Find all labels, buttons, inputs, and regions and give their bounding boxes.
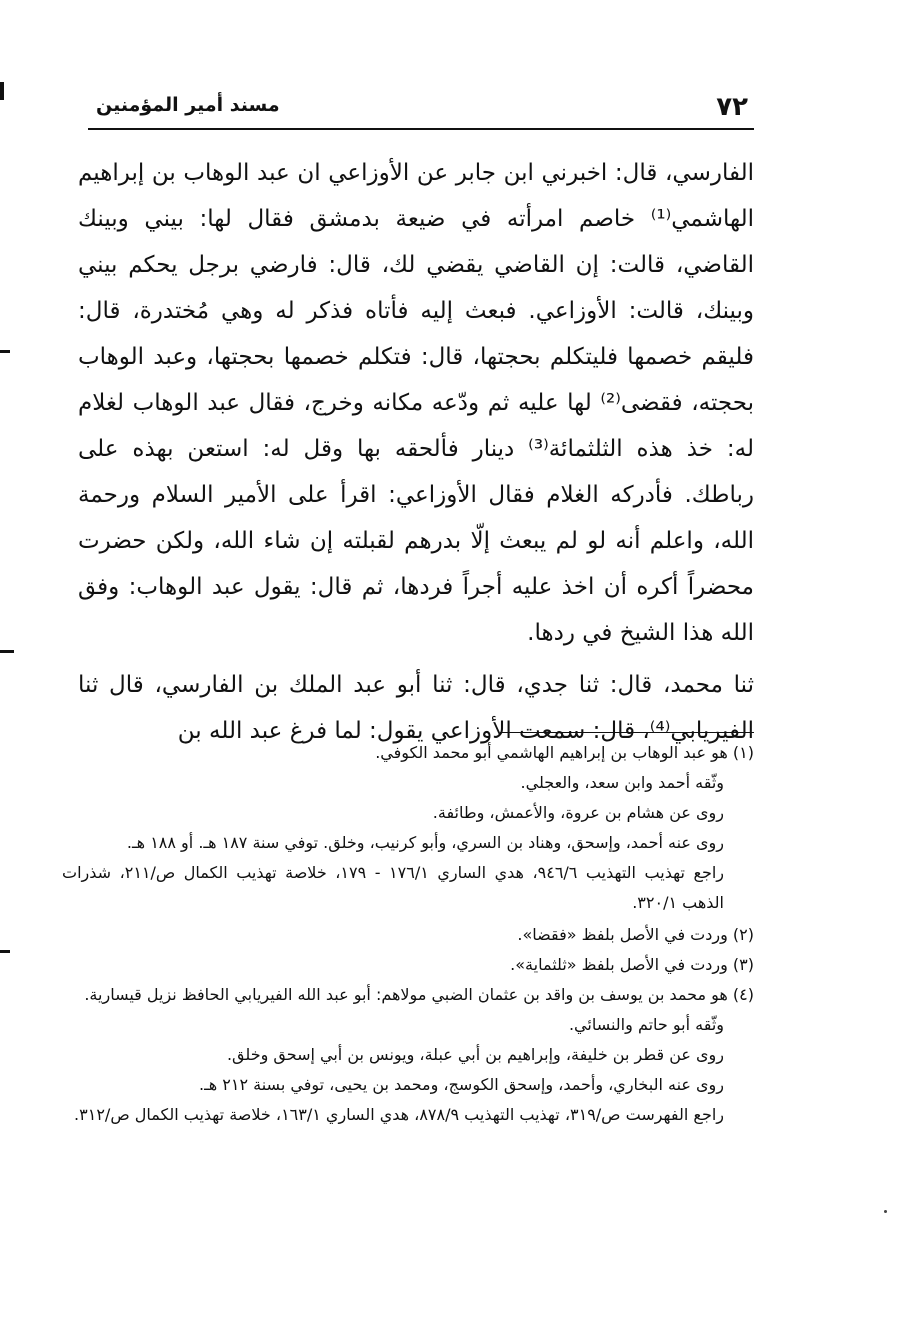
- footnote-line: راجع تهذيب التهذيب ٩٤٦/٦، هدي الساري ١٧٦/١ - ١٧٩، خلاصة تهذيب الكمال ص/٢١١، شذرات الذهب ٣٢٠/١.: [62, 863, 725, 912]
- footnote-line: وثّقه أحمد وابن سعد، والعجلي.: [520, 773, 724, 792]
- footnote-4: [62, 980, 754, 1130]
- footnote-line: راجع الفهرست ص/٣١٩، تهذيب التهذيب ٨٧٨/٩، هدي الساري ١٦٣/١، خلاصة تهذيب الكمال ص/٣١٢.: [74, 1105, 724, 1124]
- footnote-3: (٣) وردت في الأصل بلفظ «ثلثماية».: [510, 955, 754, 974]
- footnote-2: (٢) وردت في الأصل بلفظ «فقضا».: [517, 925, 754, 944]
- scan-edge-mark: [0, 82, 4, 100]
- footnote-line: (٤) هو محمد بن يوسف بن واقد بن عثمان الضبي مولاهم: أبو عبد الله الفيريابي الحافظ نزيل قيسارية.: [84, 985, 754, 1004]
- scan-edge-mark: [0, 950, 10, 953]
- page-number: ٧٢: [716, 92, 748, 122]
- running-title: مسند أمير المؤمنين: [96, 94, 280, 116]
- scan-edge-mark: [0, 350, 10, 353]
- footnote-line: (١) هو عبد الوهاب بن إبراهيم الهاشمي أبو محمد الكوفي.: [375, 743, 754, 762]
- body-paragraph: الفارسي، قال: اخبرني ابن جابر عن الأوزاعي ان عبد الوهاب بن إبراهيم الهاشمي⁽¹⁾ خاصم امرأته في ضيعة بدمشق فقال لها: بيني وبينك القاضي، قالت: إن القاضي يقضي لك، قال: فارضي برجل يحكم بيني وبينك، قالت: الأوزاعي. فبعث إليه فأتاه فذكر له وهي مُختدرة، قال: فليقم خصمها فليتكلم بحجتها، قال: فتكلم خصمها بحجتها، وعبد الوهاب بحجته، فقضى⁽²⁾ لها عليه ثم ودّعه مكانه وخرج، فقال عبد الوهاب لغلام له: خذ هذه الثلثمائة⁽³⁾ دينار فألحقه بها وقل له: استعن بهذه على رباطك. فأدركه الغلام فقال الأوزاعي: اقرأ على الأمير السلام ورحمة الله، واعلم أنه لو لم يبعث إلّا بدرهم لقبلته إن شاء الله، ولكن حضرت محضراً أكره أن اخذ عليه أجراً فردها، ثم قال: يقول عبد الوهاب: وفق الله هذا الشيخ في ردها.: [78, 160, 754, 646]
- scan-speck: [884, 1210, 887, 1213]
- footnote-line: روى عنه البخاري، وأحمد، وإسحق الكوسج، ومحمد بن يحيى، توفي بسنة ٢١٢ هـ.: [198, 1075, 724, 1094]
- footnote-line: روى عن هشام بن عروة، والأعمش، وطائفة.: [432, 803, 724, 822]
- footnote-1: [62, 738, 754, 918]
- page-header: [88, 88, 754, 130]
- footnotes: [62, 738, 754, 1130]
- footnote-separator: [500, 732, 754, 733]
- footnote-line: وثّقه أبو حاتم والنسائي.: [568, 1015, 724, 1034]
- footnote-line: روى عنه أحمد، وإسحق، وهناد بن السري، وأبو كرنيب، وخلق. توفي سنة ١٨٧ هـ. أو ١٨٨ هـ.: [126, 833, 724, 852]
- body-paragraph: ثنا محمد، قال: ثنا جدي، قال: ثنا أبو عبد الملك بن الفارسي، قال ثنا الفيريابي⁽⁴⁾، قال: سمعت الأوزاعي يقول: لما فرغ عبد الله بن: [78, 672, 754, 744]
- main-text: [78, 150, 754, 754]
- footnote-line: روى عن قطر بن خليفة، وإبراهيم بن أبي عبلة، ويونس بن أبي إسحق وخلق.: [226, 1045, 724, 1064]
- scan-edge-mark: [0, 650, 14, 653]
